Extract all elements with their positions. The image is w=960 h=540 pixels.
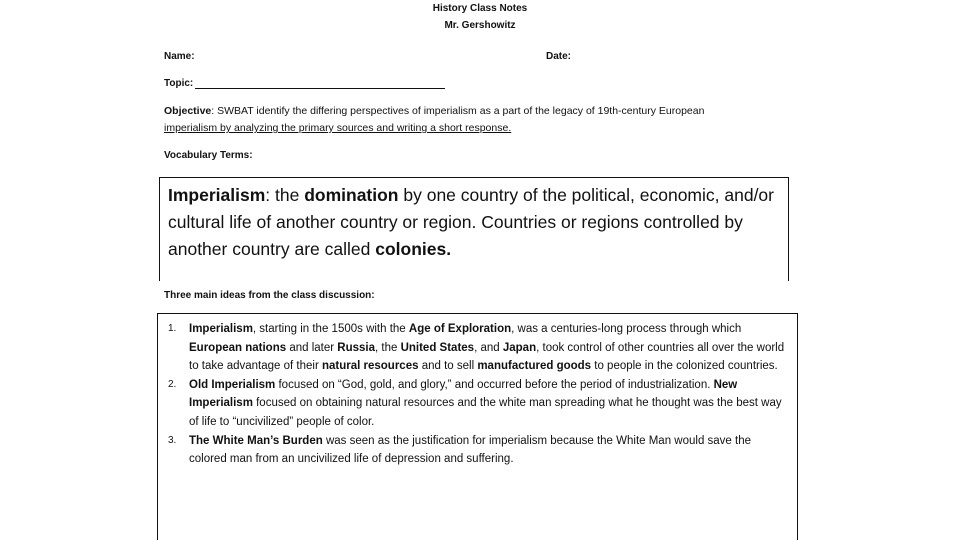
definition-bold-1: domination	[304, 185, 399, 205]
page-header	[0, 0, 960, 34]
idea-text: focused on “God, gold, and glory,” and occurred before the period of industrialization.	[275, 378, 714, 391]
teacher-name: Mr. Gershowitz	[444, 20, 516, 31]
idea-text: , the	[375, 341, 401, 354]
idea-text: , starting in the 1500s with the	[252, 323, 409, 335]
idea-text: was seen as the justification for imperialism because the White Man would save the colored man from an uncivilized life of depression and suffering.	[189, 434, 752, 466]
idea-text: , was a centuries-long process through which	[511, 323, 742, 335]
idea-item	[168, 376, 789, 432]
vocabulary-label: Vocabulary Terms:	[164, 150, 253, 161]
idea-text: , took control of other countries all over the world to take advantage of their	[189, 341, 785, 373]
objective-text-2: imperialism by analyzing the primary sources and writing a short response.	[164, 122, 512, 134]
idea-key-term: Russia	[337, 341, 375, 354]
definition-text	[168, 185, 774, 259]
document-title: History Class Notes	[432, 3, 528, 14]
date-label: Date:	[546, 51, 572, 62]
definition-term: Imperialism	[168, 185, 266, 205]
idea-key-term: European nations	[189, 341, 287, 354]
ideas-list	[158, 314, 797, 469]
idea-text: and later	[286, 341, 338, 354]
idea-text: , and	[474, 341, 503, 354]
idea-key-term: natural resources	[321, 360, 419, 373]
idea-key-term: The White Man’s Burden	[189, 434, 323, 447]
idea-key-term: manufactured goods	[477, 360, 592, 373]
idea-number: 2.	[168, 378, 177, 390]
idea-number: 1.	[168, 323, 177, 334]
idea-key-term: Old Imperialism	[189, 378, 276, 391]
definition-bold-2: colonies.	[375, 239, 452, 259]
objective-text-1: : SWBAT identify the differing perspectives of imperialism as a part of the legacy of 19th-century European	[211, 105, 705, 117]
definition-part-1: : the	[265, 185, 305, 205]
idea-text: and to sell	[418, 360, 478, 373]
idea-key-term: Imperialism	[189, 323, 253, 335]
idea-key-term: Japan	[502, 341, 537, 354]
idea-item	[168, 432, 789, 469]
discussion-label: Three main ideas from the class discussion:	[164, 290, 375, 301]
idea-key-term: Age of Exploration	[408, 323, 512, 335]
idea-text: to people in the colonized countries.	[591, 360, 778, 373]
objective-label: Objective	[164, 105, 212, 117]
topic-field	[164, 78, 445, 89]
idea-key-term: New Imperialism	[189, 378, 738, 410]
topic-label: Topic:	[164, 78, 194, 89]
idea-item	[168, 320, 789, 376]
objective-line-1	[164, 103, 804, 120]
topic-blank-line	[195, 78, 445, 89]
definition-box	[159, 177, 789, 281]
idea-text: focused on obtaining natural resources and the white man spreading what he thought was the best way of life to “uncivilized” people of color.	[189, 397, 782, 428]
ideas-box	[157, 313, 798, 540]
objective-section	[164, 103, 804, 137]
name-label: Name:	[164, 51, 195, 62]
idea-key-term: United States	[400, 341, 475, 354]
definition-part-2: by one country of the political, economic, and/or cultural life of another country or region. Countries or regions controlled by another country are called	[168, 185, 774, 259]
idea-number: 3.	[168, 434, 177, 446]
